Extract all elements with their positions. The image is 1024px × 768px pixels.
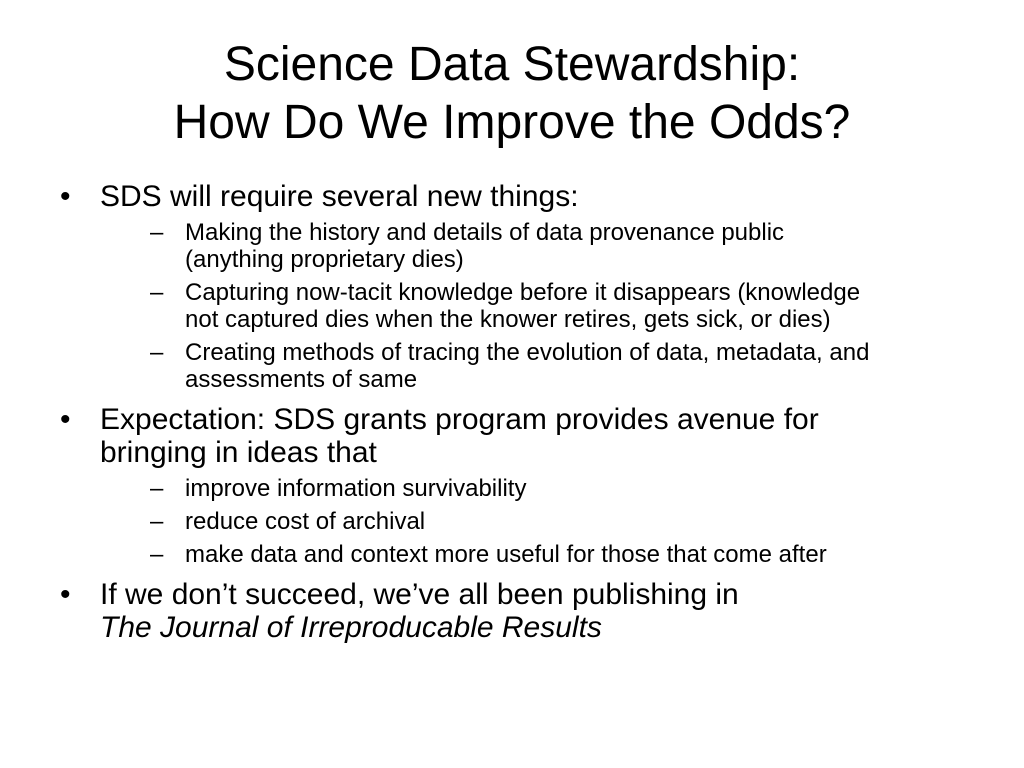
bullet-item — [60, 403, 980, 568]
dash-icon: – — [150, 475, 164, 502]
bullet-item — [60, 578, 980, 644]
sub-bullet-item — [140, 475, 980, 502]
sub-bullet-text: not captured dies when the knower retires, gets sick, or dies) — [185, 306, 831, 333]
bullet-text: bringing in ideas that — [100, 436, 377, 469]
bullet-item — [60, 180, 980, 393]
slide-title-line-2: How Do We Improve the Odds? — [173, 96, 851, 149]
bullet-text: Expectation: SDS grants program provides avenue for — [100, 403, 819, 436]
sub-bullet-text: reduce cost of archival — [185, 508, 426, 535]
dash-icon: – — [150, 541, 164, 568]
sub-bullet-item — [140, 541, 980, 568]
dash-icon: – — [150, 279, 164, 306]
sub-bullet-text: (anything proprietary dies) — [185, 246, 464, 273]
sub-bullet-text: improve information survivability — [185, 475, 527, 502]
sub-bullet-text: Capturing now-tacit knowledge before it disappears (knowledge — [185, 279, 861, 306]
sub-bullet-text: Creating methods of tracing the evolution of data, metadata, and — [185, 339, 870, 366]
dash-icon: – — [150, 219, 164, 246]
bullet-icon: • — [60, 403, 71, 436]
bullet-text: If we don’t succeed, we’ve all been publishing in — [100, 578, 739, 611]
dash-icon: – — [150, 508, 164, 535]
bullet-text: SDS will require several new things: — [100, 180, 579, 213]
journal-title: The Journal of Irreproducable Results — [100, 611, 602, 644]
dash-icon: – — [150, 339, 164, 366]
sub-bullet-item — [140, 279, 980, 333]
bullet-icon: • — [60, 180, 71, 213]
slide-title — [0, 36, 1024, 152]
bullet-icon: • — [60, 578, 71, 611]
slide-title-line-1: Science Data Stewardship: — [223, 38, 801, 91]
sub-bullet-item — [140, 508, 980, 535]
bullet-list — [60, 180, 980, 650]
sub-bullet-text: make data and context more useful for those that come after — [185, 541, 827, 568]
sub-bullet-item — [140, 339, 980, 393]
sub-bullet-text: assessments of same — [185, 366, 418, 393]
sub-bullet-text: Making the history and details of data provenance public — [185, 219, 785, 246]
sub-bullet-item — [140, 219, 980, 273]
